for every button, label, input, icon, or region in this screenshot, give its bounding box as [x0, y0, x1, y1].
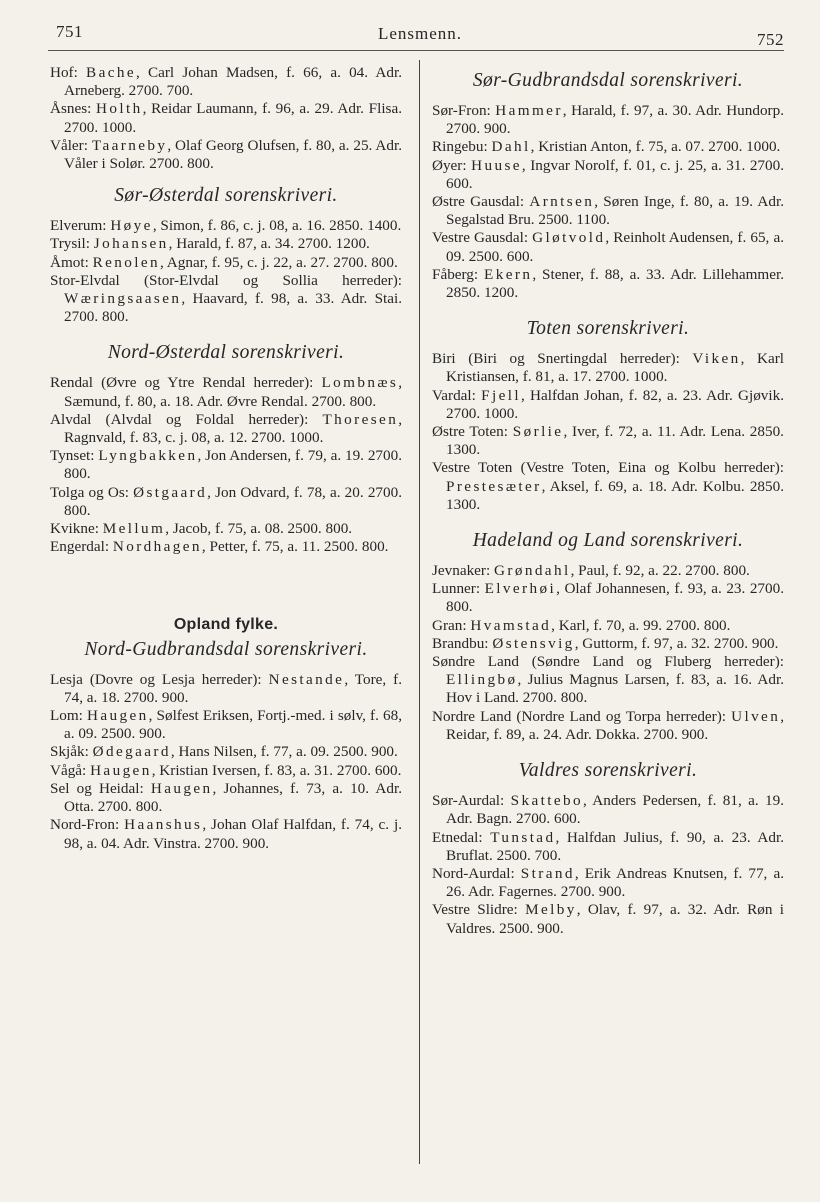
entries-block: [50, 374, 402, 556]
district-label: Biri (Biri og Snertingdal herreder):: [432, 350, 693, 368]
officer-details: , Haavard, f. 98, a. 33. Adr. Stai. 2700. 800.: [64, 290, 402, 326]
officer-surname: Skattebo: [510, 792, 583, 810]
district-label: Alvdal (Alvdal og Foldal herreder):: [50, 410, 323, 428]
district-label: Etnedal:: [432, 828, 491, 846]
officer-entry: [50, 816, 402, 852]
district-label: Sør-Fron:: [432, 102, 496, 119]
officer-entry: [50, 671, 402, 707]
officer-details: , Reidar, f. 89, a. 24. Adr. Dokka. 2700. 900.: [446, 707, 784, 743]
officer-entry: [50, 272, 402, 327]
officer-entry: [50, 707, 402, 743]
district-label: Tynset:: [50, 447, 99, 465]
district-label: Nord-Fron:: [50, 816, 125, 834]
officer-entry: [50, 137, 402, 173]
officer-surname: Arntsen: [529, 193, 595, 211]
officer-details: , Johan Olaf Halfdan, f. 74, c. j. 98, a. 04. Adr. Vinstra. 2700. 900.: [64, 816, 402, 852]
officer-entry: [50, 374, 402, 410]
officer-surname: Wæringsaasen: [64, 290, 182, 308]
officer-details: , Carl Johan Madsen, f. 66, a. 04. Adr. Arneberg. 2700. 700.: [64, 64, 402, 100]
district-label: Lesja (Dovre og Lesja herreder):: [50, 670, 269, 688]
district-label: Lom:: [50, 707, 87, 725]
officer-details: , Agnar, f. 95, c. j. 22, a. 27. 2700. 800.: [160, 253, 398, 271]
officer-details: , Anders Pedersen, f. 81, a. 19. Adr. Bagn. 2700. 600.: [446, 792, 784, 828]
officer-details: , Paul, f. 92, a. 22. 2700. 800.: [570, 562, 750, 580]
officer-details: , Jon Odvard, f. 78, a. 20. 2700. 800.: [64, 483, 402, 519]
officer-entry: [432, 792, 784, 828]
officer-details: , Simon, f. 86, c. j. 08, a. 16. 2850. 1400.: [152, 217, 402, 235]
officer-details: , Harald, f. 97, a. 30. Adr. Hundorp. 2700. 900.: [446, 102, 784, 138]
district-label: Østre Toten:: [432, 423, 513, 441]
district-label: Vestre Gausdal:: [432, 229, 533, 247]
entries-block: [432, 562, 784, 744]
officer-details: , Karl Kristiansen, f. 81, a. 17. 2700. 1000.: [446, 350, 784, 386]
officer-entry: [432, 459, 784, 514]
officer-entry: [432, 157, 784, 193]
entries-block: [50, 671, 402, 853]
officer-surname: Høye: [110, 217, 153, 235]
officer-surname: Huuse: [471, 156, 522, 174]
entries-block: [432, 792, 784, 938]
officer-details: , Petter, f. 75, a. 11. 2500. 800.: [201, 538, 389, 556]
district-label: Sel og Heidal:: [50, 779, 151, 797]
officer-entry: [432, 562, 784, 580]
page-number-right: 752: [757, 30, 784, 49]
officer-details: , Johannes, f. 73, a. 10. Adr. Otta. 2700. 800.: [64, 779, 402, 816]
district-label: Vardal:: [432, 386, 482, 404]
officer-details: , Aksel, f. 69, a. 18. Adr. Kolbu. 2850. 1300.: [446, 477, 784, 513]
officer-details: , Reinholt Audensen, f. 65, a. 09. 2500. 600.: [446, 229, 784, 265]
officer-entry: [432, 229, 784, 265]
district-label: Øyer:: [432, 156, 472, 174]
officer-entry: [432, 901, 784, 937]
entries-block: [50, 64, 402, 173]
section-heading: Toten sorenskriveri.: [526, 318, 690, 340]
district-label: Hof:: [50, 64, 87, 81]
officer-surname: Gløtvold: [532, 229, 606, 247]
left-column: [50, 64, 402, 853]
officer-entry: [50, 100, 402, 136]
officer-details: , Olaf Georg Olufsen, f. 80, a. 25. Adr. Våler i Solør. 2700. 800.: [64, 136, 402, 173]
officer-entry: [432, 635, 784, 653]
section-heading: Sør-Østerdal sorenskriveri.: [114, 185, 338, 207]
officer-details: , Kristian Iversen, f. 83, a. 31. 2700. 600.: [151, 761, 402, 779]
officer-details: , Reidar Laumann, f. 96, a. 29. Adr. Flisa. 2700. 1000.: [64, 100, 402, 136]
officer-surname: Ekern: [484, 265, 533, 283]
officer-surname: Dahl: [491, 138, 531, 156]
officer-surname: Holth: [96, 100, 143, 118]
officer-surname: Grøndahl: [494, 562, 571, 580]
officer-details: , Sæmund, f. 80, a. 18. Adr. Øvre Rendal. 2700. 800.: [64, 374, 402, 410]
section-heading: Hadeland og Land sorenskriveri.: [472, 530, 744, 552]
district-label: Vågå:: [50, 761, 91, 779]
officer-details: , Tore, f. 74, a. 18. 2700. 900.: [64, 670, 402, 706]
officer-entry: [50, 520, 402, 538]
officer-surname: Renolen: [92, 253, 161, 271]
officer-surname: Ulven: [731, 707, 781, 725]
district-label: Søndre Land (Søndre Land og Fluberg herreder):: [432, 653, 784, 671]
officer-entry: [432, 387, 784, 423]
officer-details: , Ragnvald, f. 83, c. j. 08, a. 12. 2700. 1000.: [64, 410, 402, 447]
district-label: Elverum:: [50, 217, 111, 235]
officer-entry: [432, 423, 784, 459]
officer-details: , Olaf Johannesen, f. 93, a. 23. 2700. 800.: [446, 580, 785, 616]
officer-entry: [432, 138, 784, 156]
officer-surname: Prestesæter: [446, 477, 542, 495]
officer-surname: Fjell: [481, 386, 521, 404]
district-label: Vestre Toten (Vestre Toten, Eina og Kolbu herreder):: [432, 459, 784, 477]
officer-entry: [432, 653, 784, 708]
officer-entry: [432, 829, 784, 865]
officer-surname: Bache: [86, 64, 136, 81]
officer-entry: [50, 217, 402, 235]
officer-entry: [432, 193, 784, 229]
officer-surname: Hammer: [495, 102, 563, 119]
district-label: Åsnes:: [50, 100, 97, 118]
district-label: Sør-Aurdal:: [432, 792, 511, 810]
officer-details: , Sølfest Eriksen, Fortj.-med. i sølv, f. 68, a. 09. 2500. 900.: [64, 707, 402, 743]
officer-surname: Ødegaard: [92, 743, 171, 761]
officer-details: , Erik Andreas Knutsen, f. 77, a. 26. Adr. Fagernes. 2700. 900.: [446, 864, 784, 901]
officer-entry: [50, 447, 402, 483]
officer-entry: [432, 865, 784, 901]
district-label: Lunner:: [432, 580, 485, 598]
officer-entry: [432, 102, 784, 138]
district-label: Fåberg:: [432, 265, 485, 283]
district-label: Vestre Slidre:: [432, 901, 526, 919]
page-header: [56, 18, 784, 48]
officer-surname: Østensvig: [492, 634, 575, 652]
officer-details: , Søren Inge, f. 80, a. 19. Adr. Segalstad Bru. 2500. 1100.: [446, 193, 784, 229]
officer-surname: Johansen: [93, 235, 169, 253]
officer-entry: [50, 538, 402, 556]
officer-surname: Ellingbø: [446, 671, 518, 689]
officer-details: , Halfdan Johan, f. 82, a. 23. Adr. Gjøvik. 2700. 1000.: [446, 386, 784, 422]
officer-details: , Halfdan Julius, f. 90, a. 23. Adr. Bruflat. 2500. 700.: [446, 828, 784, 864]
officer-details: , Ingvar Norolf, f. 01, c. j. 25, a. 31. 2700. 600.: [446, 156, 784, 192]
section-heading: Nord-Østerdal sorenskriveri.: [107, 342, 345, 364]
officer-surname: Melby: [525, 901, 577, 919]
district-label: Åmot:: [50, 253, 93, 271]
officer-details: , Karl, f. 70, a. 99. 2700. 800.: [551, 616, 731, 634]
district-label: Tolga og Os:: [50, 483, 134, 501]
district-label: Nord-Aurdal:: [432, 864, 521, 882]
officer-entry: [50, 743, 402, 761]
officer-details: , Olav, f. 97, a. 32. Adr. Røn i Valdres. 2500. 900.: [446, 901, 784, 937]
district-label: Østre Gausdal:: [432, 193, 530, 211]
officer-surname: Lombnæs: [321, 374, 399, 392]
officer-details: , Harald, f. 87, a. 34. 2700. 1200.: [168, 235, 370, 253]
district-label: Rendal (Øvre og Ytre Rendal herreder):: [50, 374, 322, 392]
officer-details: , Stener, f. 88, a. 33. Adr. Lillehammer. 2850. 1200.: [446, 265, 785, 302]
officer-surname: Nestande: [268, 670, 345, 688]
officer-surname: Elverhøi: [484, 580, 557, 598]
section-heading: Nord-Gudbrandsdal sorenskriveri.: [84, 638, 368, 660]
district-label: Brandbu:: [432, 634, 493, 652]
officer-surname: Haanshus: [124, 816, 203, 834]
officer-details: , Iver, f. 72, a. 11. Adr. Lena. 2850. 1300.: [446, 423, 784, 459]
officer-surname: Viken: [692, 350, 741, 368]
column-divider: [419, 60, 420, 1164]
officer-entry: [432, 617, 784, 635]
district-label: Kvikne:: [50, 520, 103, 538]
officer-entry: [432, 350, 784, 386]
officer-details: , Jacob, f. 75, a. 08. 2500. 800.: [165, 520, 353, 538]
district-label: Skjåk:: [50, 743, 93, 761]
entries-block: [50, 217, 402, 326]
page-number-left: 751: [56, 22, 83, 41]
district-label: Nordre Land (Nordre Land og Torpa herreder):: [432, 707, 732, 725]
district-label: Gran:: [432, 616, 471, 634]
officer-surname: Haugen: [150, 779, 213, 797]
officer-surname: Lyngbakken: [98, 447, 198, 465]
officer-surname: Haugen: [87, 707, 149, 725]
entries-block: [432, 350, 784, 514]
entries-block: [432, 102, 784, 302]
officer-surname: Mellum: [102, 520, 166, 538]
officer-entry: [50, 235, 402, 253]
officer-surname: Tunstad: [490, 828, 556, 846]
district-label: Ringebu:: [432, 138, 492, 156]
officer-surname: Strand: [520, 864, 575, 882]
officer-entry: [432, 708, 784, 744]
officer-surname: Østgaard: [133, 483, 208, 501]
officer-entry: [50, 780, 402, 816]
district-label: Trysil:: [50, 235, 94, 253]
officer-details: , Guttorm, f. 97, a. 32. 2700. 900.: [574, 634, 779, 652]
section-heading: Sør-Gudbrandsdal sorenskriveri.: [472, 70, 744, 91]
officer-surname: Taarneby: [91, 136, 168, 154]
district-label: Våler:: [50, 136, 92, 154]
right-column: [432, 70, 784, 938]
officer-surname: Thoresen: [322, 410, 399, 428]
officer-entry: [50, 484, 402, 520]
district-label: Jevnaker:: [432, 562, 494, 580]
officer-surname: Nordhagen: [112, 538, 202, 556]
running-title: Lensmenn.: [377, 24, 463, 43]
officer-entry: [432, 266, 784, 302]
officer-details: , Jon Andersen, f. 79, a. 19. 2700. 800.: [64, 447, 402, 483]
county-heading: Opland fylke.: [173, 616, 279, 634]
officer-entry: [50, 254, 402, 272]
officer-details: , Hans Nilsen, f. 77, a. 09. 2500. 900.: [170, 743, 398, 761]
officer-entry: [432, 580, 784, 616]
officer-entry: [50, 64, 402, 100]
officer-details: , Kristian Anton, f. 75, a. 07. 2700. 1000.: [530, 138, 781, 156]
header-rule: [48, 50, 784, 51]
district-label: Engerdal:: [50, 538, 113, 556]
officer-entry: [50, 411, 402, 447]
section-heading: Valdres sorenskriveri.: [518, 760, 698, 782]
officer-surname: Sørlie: [512, 423, 564, 441]
officer-entry: [50, 762, 402, 780]
officer-surname: Haugen: [90, 761, 152, 779]
officer-surname: Hvamstad: [470, 616, 552, 634]
district-label: Stor-Elvdal (Stor-Elvdal og Sollia herreder):: [50, 271, 402, 289]
officer-details: , Julius Magnus Larsen, f. 83, a. 16. Adr. Hov i Land. 2700. 800.: [446, 671, 784, 707]
